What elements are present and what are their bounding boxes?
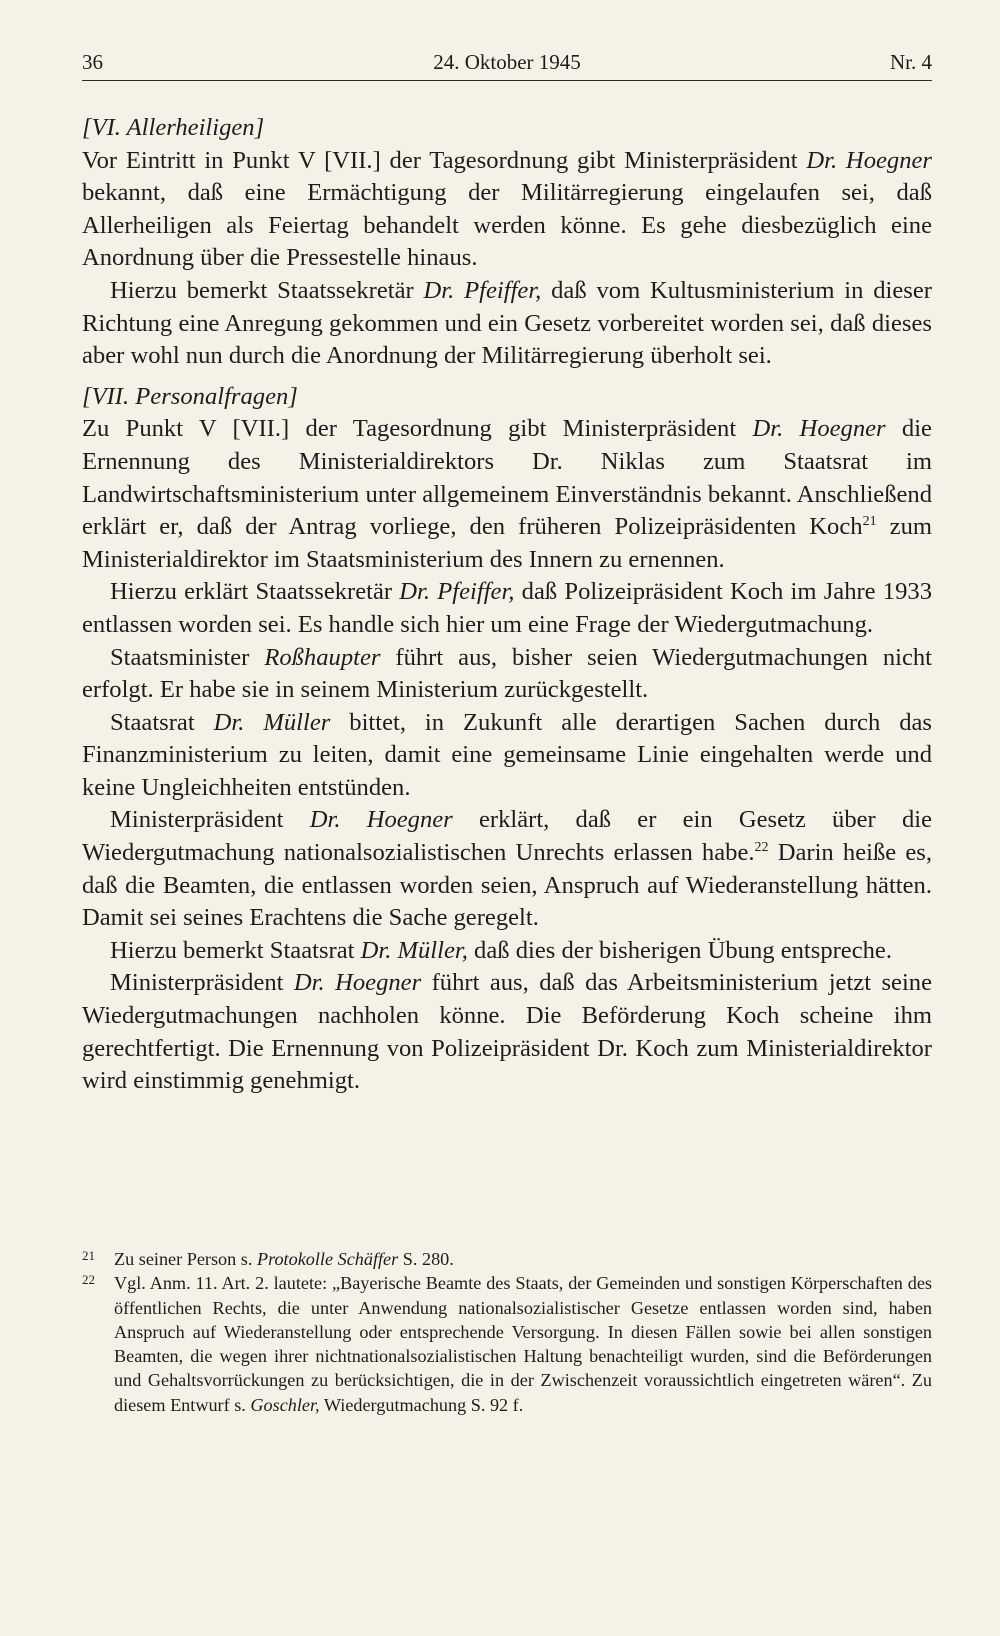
- text-run: S. 280.: [398, 1249, 454, 1269]
- person-name: Dr. Pfeiffer,: [399, 578, 515, 606]
- issue-number: Nr. 4: [890, 50, 932, 74]
- paragraph: [82, 967, 932, 1097]
- paragraph: [82, 275, 932, 373]
- text-run: erklärt, daß er ein Gesetz über die Wiedergutmachung nationalsozialistischen Unrechts erlassen habe.: [82, 806, 932, 867]
- heading-text: VI. Allerheiligen: [91, 114, 255, 141]
- text-run: Zu Punkt V [VII.] der Tagesordnung gibt Ministerpräsident: [82, 415, 753, 443]
- paragraph: [82, 642, 932, 707]
- heading-text: VII. Personalfragen: [91, 382, 289, 410]
- text-run: Staatsrat: [110, 708, 214, 736]
- person-name: Dr. Hoegner: [806, 146, 932, 174]
- person-name: Dr. Pfeiffer,: [423, 276, 542, 304]
- heading-bracket-close: ]: [288, 382, 298, 410]
- footnotes: [82, 1247, 932, 1417]
- text-run: Hierzu erklärt Staatssekretär: [110, 578, 400, 606]
- heading-bracket-open: [: [82, 114, 92, 141]
- text-run: daß Polizeipräsident Koch im Jahre 1933 entlassen worden sei. Es handle sich hier um eine Frage der Wiedergutmachung.: [82, 578, 932, 638]
- paragraph: [82, 707, 932, 805]
- heading-bracket-open: [: [82, 382, 92, 410]
- footnote: [82, 1247, 932, 1271]
- footnote-number: 21: [82, 1248, 95, 1263]
- text-run: Darin heiße es, daß die Beamten, die entlassen worden seien, Anspruch auf Wiederanstellung hätten. Damit sei seines Erachtens die Sache geregelt.: [82, 839, 932, 932]
- paragraph: [82, 576, 932, 641]
- footnote-number: 22: [82, 1272, 95, 1288]
- paragraph: [82, 935, 932, 968]
- paragraph: [82, 804, 932, 934]
- heading-bracket-close: ]: [254, 114, 265, 141]
- text-run: Hierzu bemerkt Staatsrat: [110, 936, 361, 964]
- text-run: führt aus, bisher seien Wiedergutmachungen nicht erfolgt. Er habe sie in seinem Ministerium zurückgestellt.: [82, 643, 932, 704]
- text-run: Staatsminister: [110, 643, 265, 671]
- text-run: Vor Eintritt in Punkt V [VII.] der Tagesordnung gibt Ministerpräsident: [82, 146, 807, 174]
- person-name: Dr. Müller,: [360, 936, 468, 964]
- footnote-ref[interactable]: 21: [862, 513, 877, 529]
- person-name: Dr. Hoegner: [293, 969, 422, 997]
- cited-work: Protokolle Schäffer: [256, 1249, 399, 1269]
- text-run: bekannt, daß eine Ermächtigung der Militärregierung eingelaufen sei, daß Allerheiligen als Feiertag behandelt werden könne. Es gehe diesbezüglich eine Anordnung über die Pressestelle hinaus.: [82, 179, 932, 272]
- running-header: [82, 46, 932, 81]
- text-run: bittet, in Zukunft alle derartigen Sachen durch das Finanzministerium zu leiten, damit eine gemeinsame Linie eingehalten werde und keine Ungleichheiten entstünden.: [82, 708, 932, 801]
- page-number: 36: [82, 50, 103, 74]
- text-run: Vgl. Anm. 11. Art. 2. lautete: „Bayerische Beamte des Staats, der Gemeinden und sonstigen Körperschaften des öffentlichen Rechts, die unter Anwendung nationalsozialistischer Gesetze entlassen worden sind, haben Anspruch auf Wiederanstellung oder entsprechende Versorgung. In diesen Fällen sowie bei allen sonstigen Beamten, die wegen ihrer nichtnationalsozialistischen Haltung benachteiligt wurden, sind die Beförderungen und Gehaltsvorrückungen zu berücksichtigen, die in der Zwischenzeit voraussichtlich eingetreten wären“. Zu diesem Entwurf s.: [114, 1273, 932, 1415]
- text-run: Ministerpräsident: [110, 806, 310, 834]
- text-run: daß vom Kultusministerium in dieser Richtung eine Anregung gekommen und ein Gesetz vorbereitet worden sei, daß dieses aber wohl nun durch die Anordnung der Militärregierung überholt sei.: [82, 276, 932, 370]
- person-name: Dr. Müller: [213, 708, 331, 736]
- header-date: 24. Oktober 1945: [433, 50, 581, 74]
- person-name: Dr. Hoegner: [752, 415, 886, 443]
- text-run: führt aus, daß das Arbeitsministerium jetzt seine Wiedergutmachungen nachholen könne. Die Beförderung Koch scheine ihm gerechtfertigt. Die Ernennung von Polizeipräsident Dr. Koch zum Ministerialdirektor wird einstimmig genehmigt.: [82, 969, 932, 1095]
- text-run: zum Ministerialdirektor im Staatsministerium des Innern zu ernennen.: [82, 513, 932, 573]
- person-name: Roßhaupter: [264, 643, 381, 671]
- paragraph: [82, 145, 932, 275]
- text-run: Ministerpräsident: [110, 969, 294, 997]
- main-text: [82, 112, 932, 1098]
- person-name: Dr. Hoegner: [309, 806, 453, 834]
- paragraph: [82, 413, 932, 576]
- footnote: [82, 1271, 932, 1417]
- text-run: Zu seiner Person s.: [114, 1249, 257, 1269]
- text-run: daß dies der bisherigen Übung entspreche.: [467, 936, 893, 964]
- text-run: Wiedergutmachung S. 92 f.: [319, 1394, 524, 1415]
- footnote-ref[interactable]: 22: [754, 839, 769, 855]
- section-heading: [82, 381, 932, 414]
- cited-work: Goschler,: [250, 1394, 320, 1415]
- section-heading: [82, 112, 932, 145]
- text-run: die Ernennung des Ministerialdirektors Dr. Niklas zum Staatsrat im Landwirtschaftsministerium unter allgemeinem Einverständnis bekannt. Anschließend erklärt er, daß der Antrag vorliege, den früheren Polizeipräsidenten Koch: [82, 415, 932, 541]
- text-run: Hierzu bemerkt Staatssekretär: [110, 276, 424, 304]
